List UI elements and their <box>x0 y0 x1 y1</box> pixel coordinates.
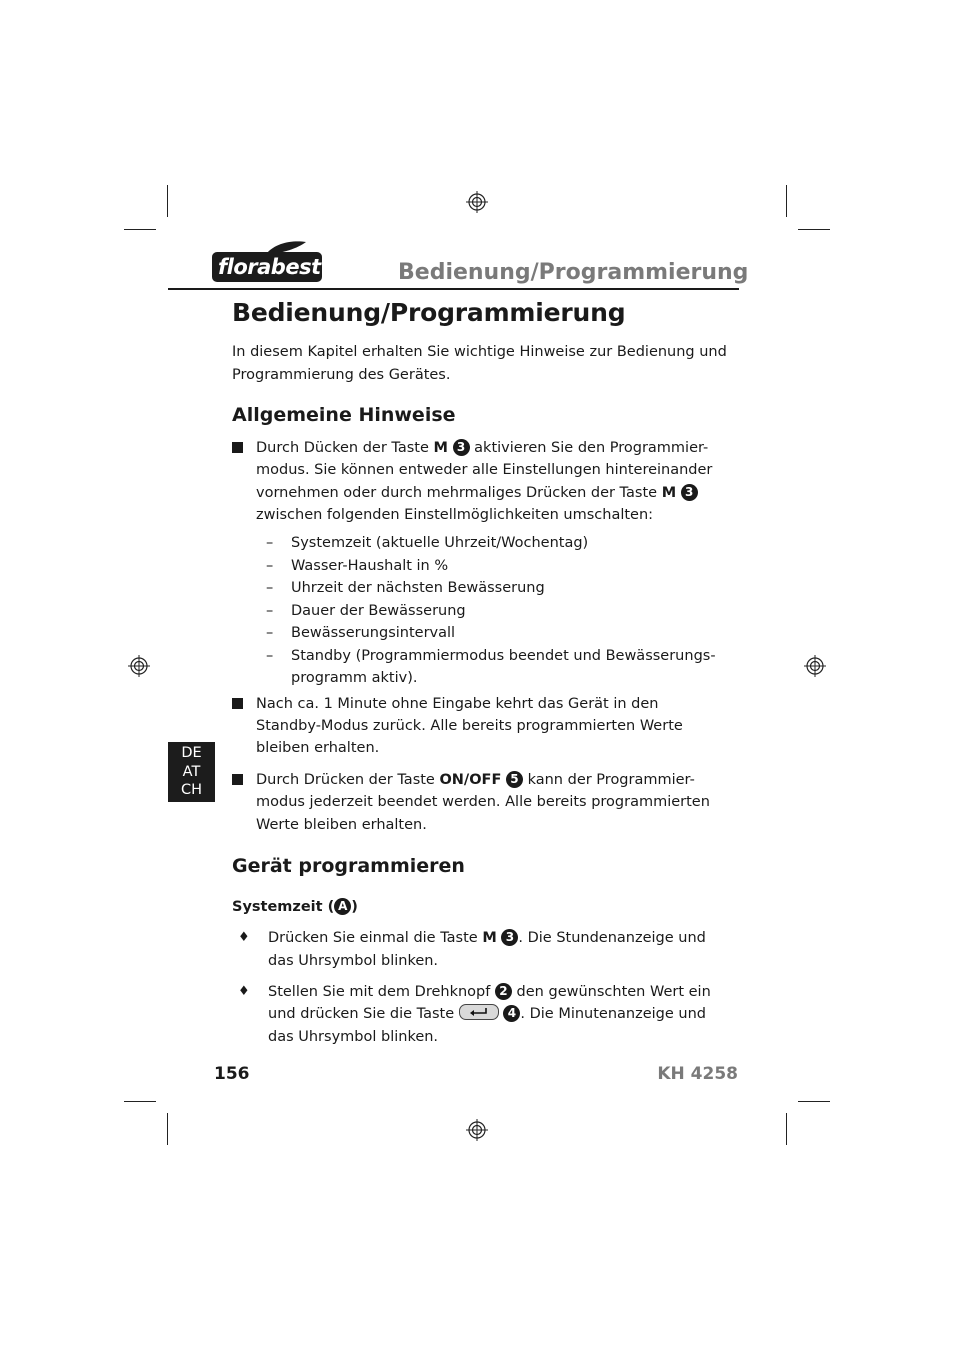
bullet3-line-1 <box>256 769 695 792</box>
crop-mark-top-right-horizontal <box>798 229 830 230</box>
step2-line-2 <box>268 1003 706 1026</box>
text: Drücken Sie einmal die Taste <box>268 930 483 946</box>
intro-line-2: Programmierung des Gerätes. <box>232 367 451 383</box>
crop-mark-bottom-right-horizontal <box>798 1101 830 1102</box>
bullet2-line-1: Nach ca. 1 Minute ohne Eingabe kehrt das Gerät in den <box>256 696 659 712</box>
text: kann der Programmier- <box>522 772 695 788</box>
bullet1-line-1 <box>256 437 708 460</box>
intro-line-1: In diesem Kapitel erhalten Sie wichtige Hinweise zur Bedienung und <box>232 344 727 360</box>
text: aktivieren Sie den Programmier- <box>469 440 709 456</box>
text: ) <box>351 899 358 915</box>
section-heading-allgemeine-hinweise: Allgemeine Hinweise <box>232 404 456 426</box>
section-heading-geraet-programmieren: Gerät programmieren <box>232 855 465 877</box>
dash-item-wasser-haushalt: Wasser-Haushalt in % <box>291 558 449 574</box>
model-number: KH 4258 <box>657 1064 738 1084</box>
crop-mark-bottom-right-vertical <box>786 1113 787 1145</box>
text: Durch Drücken der Taste <box>256 772 440 788</box>
dash-bullet: – <box>266 535 274 551</box>
step1-line-1 <box>268 927 706 950</box>
dash-bullet: – <box>266 648 274 664</box>
bullet1-line-2: modus. Sie können entweder alle Einstellungen hintereinander <box>256 462 713 478</box>
registration-mark-icon <box>128 655 150 677</box>
text: vornehmen oder durch mehrmaliges Drücken der Taste <box>256 485 662 501</box>
crop-mark-top-left-vertical <box>167 185 168 217</box>
header-section-title: Bedienung/Programmierung <box>398 260 749 285</box>
registration-mark-icon <box>466 1119 488 1141</box>
country-code-ch: CH <box>180 782 203 798</box>
key-on-off: ON/OFF <box>439 772 502 788</box>
text: und drücken Sie die Taste <box>268 1006 459 1022</box>
crop-mark-top-right-vertical <box>786 185 787 217</box>
text: . Die Minutenanzeige und <box>520 1006 706 1022</box>
text: Durch Dücken der Taste <box>256 440 434 456</box>
crop-mark-bottom-left-vertical <box>167 1113 168 1145</box>
square-bullet-icon <box>232 774 243 785</box>
diamond-bullet-icon: ♦ <box>238 930 250 945</box>
key-m: M <box>433 440 448 456</box>
step1-line-2: das Uhrsymbol blinken. <box>268 953 439 969</box>
text: . Die Stundenanzeige und <box>518 930 706 946</box>
number-badge-3: 3 <box>453 439 470 456</box>
text: Systemzeit ( <box>232 899 335 915</box>
enter-key-icon <box>459 1004 499 1020</box>
country-code-de: DE <box>181 745 202 761</box>
number-badge-3: 3 <box>681 484 698 501</box>
bullet3-line-3: Werte bleiben erhalten. <box>256 817 427 833</box>
number-badge-5: 5 <box>506 771 523 788</box>
diamond-bullet-icon: ♦ <box>238 984 250 999</box>
dash-item-standby-cont: programm aktiv). <box>291 670 418 686</box>
dash-item-standby: Standby (Programmiermodus beendet und Bewässerungs- <box>291 648 716 664</box>
crop-mark-bottom-left-horizontal <box>124 1101 156 1102</box>
registration-mark-icon <box>466 191 488 213</box>
key-m: M <box>661 485 677 501</box>
key-m: M <box>482 930 497 946</box>
bullet3-line-2: modus jederzeit beendet werden. Alle bereits programmierten <box>256 794 710 810</box>
dash-item-dauer: Dauer der Bewässerung <box>291 603 466 619</box>
bullet2-line-3: bleiben erhalten. <box>256 740 380 756</box>
number-badge-4: 4 <box>503 1005 520 1022</box>
text: Stellen Sie mit dem Drehknopf <box>268 984 495 1000</box>
text: den gewünschten Wert ein <box>511 984 711 1000</box>
step2-line-1 <box>268 981 711 1004</box>
bullet1-line-3 <box>256 482 698 505</box>
dash-bullet: – <box>266 580 274 596</box>
logo-text: florabest <box>218 255 321 279</box>
number-badge-3: 3 <box>501 929 518 946</box>
header-rule <box>168 288 739 290</box>
square-bullet-icon <box>232 698 243 709</box>
page-title: Bedienung/Programmierung <box>232 298 626 327</box>
letter-badge-a: A <box>334 898 351 915</box>
country-code-at: AT <box>182 763 201 780</box>
florabest-logo <box>212 240 324 284</box>
dash-item-uhrzeit: Uhrzeit der nächsten Bewässerung <box>291 580 545 596</box>
crop-mark-top-left-horizontal <box>124 229 156 230</box>
registration-mark-icon <box>804 655 826 677</box>
dash-bullet: – <box>266 603 274 619</box>
dash-item-intervall: Bewässerungsintervall <box>291 625 456 641</box>
subheading-systemzeit <box>232 896 358 918</box>
dash-item-systemzeit: Systemzeit (aktuelle Uhrzeit/Wochentag) <box>291 535 589 551</box>
square-bullet-icon <box>232 442 243 453</box>
number-badge-2: 2 <box>495 983 512 1000</box>
dash-bullet: – <box>266 558 274 574</box>
bullet1-line-4: zwischen folgenden Einstellmöglichkeiten umschalten: <box>256 507 654 523</box>
dash-bullet: – <box>266 625 274 641</box>
page-number: 156 <box>214 1064 250 1084</box>
country-code-tab <box>168 742 215 802</box>
bullet2-line-2: Standby-Modus zurück. Alle bereits programmierten Werte <box>256 718 683 734</box>
step2-line-3: das Uhrsymbol blinken. <box>268 1029 439 1045</box>
